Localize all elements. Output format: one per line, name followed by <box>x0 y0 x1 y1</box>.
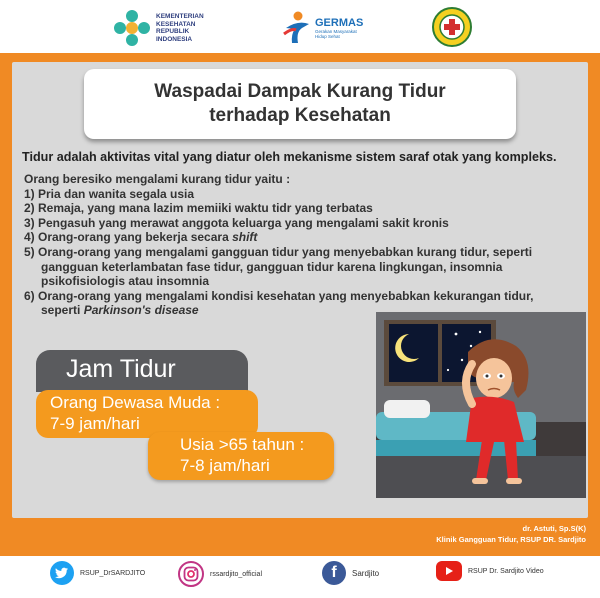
facebook-link[interactable] <box>322 561 379 585</box>
facebook-handle: Sardjito <box>352 568 380 578</box>
kemenkes-emblem-icon <box>112 8 152 48</box>
kemenkes-text <box>156 13 204 43</box>
elderly-label: Usia >65 tahun : <box>180 435 305 454</box>
kemenkes-line: KEMENTERIAN <box>156 13 204 20</box>
germas-title: GERMAS <box>315 16 364 29</box>
page-title-line1: Waspadai Dampak Kurang Tidur <box>154 81 446 102</box>
list-item-text: seperti <box>41 303 84 318</box>
youtube-link[interactable] <box>436 561 544 581</box>
list-item: 3) Pengasuh yang merawat anggota keluarga yang mengalami sakit kronis <box>24 215 449 230</box>
list-item <box>24 230 584 245</box>
germas-logo <box>282 10 363 46</box>
doctor-name: dr. Astuti, Sp.S(K) <box>522 524 586 533</box>
title-box <box>84 69 516 139</box>
bedroom-scene-icon <box>376 312 586 498</box>
jam-tidur-title: Jam Tidur <box>66 355 176 383</box>
list-item: 2) Remaja, yang mana lazim memiiki waktu tidr yang terbatas <box>24 201 373 216</box>
young-adult-label: Orang Dewasa Muda : <box>50 393 221 412</box>
twitter-link[interactable] <box>50 561 145 585</box>
jam-tidur-header <box>36 350 248 392</box>
twitter-handle: RSUP_DrSARDJITO <box>80 569 146 577</box>
young-adult-hours: 7-9 jam/hari <box>50 414 140 433</box>
youtube-handle: RSUP Dr. Sardjito Video <box>468 567 544 575</box>
list-item: 5) Orang-orang yang mengalami gangguan tidur yang menyebabkan kurang tidur, seperti <box>24 244 533 259</box>
twitter-icon <box>50 561 74 585</box>
kemenkes-line: INDONESIA <box>156 35 193 43</box>
elderly-hours: 7-8 jam/hari <box>180 456 270 475</box>
kemenkes-line: REPUBLIK <box>156 28 190 35</box>
shift-word: shift <box>232 230 258 245</box>
author-credit <box>436 523 586 545</box>
clinic-name: Klinik Gangguan Tidur, RSUP DR. Sardjito <box>436 535 586 544</box>
young-adult-box <box>36 390 258 438</box>
kemenkes-line: KESEHATAN <box>156 20 196 28</box>
sleepless-woman-illustration <box>376 312 586 498</box>
page-title-line2: terhadap Kesehatan <box>209 105 391 126</box>
risk-heading: Orang beresiko mengalami kurang tidur yaitu : <box>24 172 291 186</box>
germas-subtitle: Hidup Sehat <box>315 33 340 39</box>
list-item-continuation: psikofisiologis atau insomnia <box>41 274 210 289</box>
list-item-continuation: gangguan keterlambatan fase tidur, gangguan tidur karena lingkungan, insomnia <box>41 259 503 274</box>
instagram-icon <box>178 561 204 587</box>
instagram-link[interactable] <box>178 561 262 587</box>
instagram-handle: rssardjito_official <box>210 570 263 578</box>
intro-text: Tidur adalah aktivitas vital yang diatur oleh mekanisme sistem saraf otak yang kompleks. <box>22 150 557 164</box>
risk-list <box>24 172 584 318</box>
facebook-icon: f <box>322 561 346 585</box>
youtube-icon <box>436 561 462 581</box>
list-item: 6) Orang-orang yang mengalami kondisi kesehatan yang menyebabkan kekurangan tidur, <box>24 288 534 303</box>
list-item-text: 4) Orang-orang yang bekerja secara <box>24 230 233 245</box>
germas-subtitle: Gerakan Masyarakat <box>315 28 357 34</box>
parkinson-term: Parkinson's disease <box>83 303 199 318</box>
list-item: 1) Pria dan wanita segala usia <box>24 186 195 201</box>
hospital-seal-icon <box>432 7 472 47</box>
kemenkes-logo <box>112 8 204 48</box>
germas-figure-icon <box>282 10 312 46</box>
elderly-box <box>148 432 334 480</box>
sardjito-seal-logo <box>432 7 472 47</box>
